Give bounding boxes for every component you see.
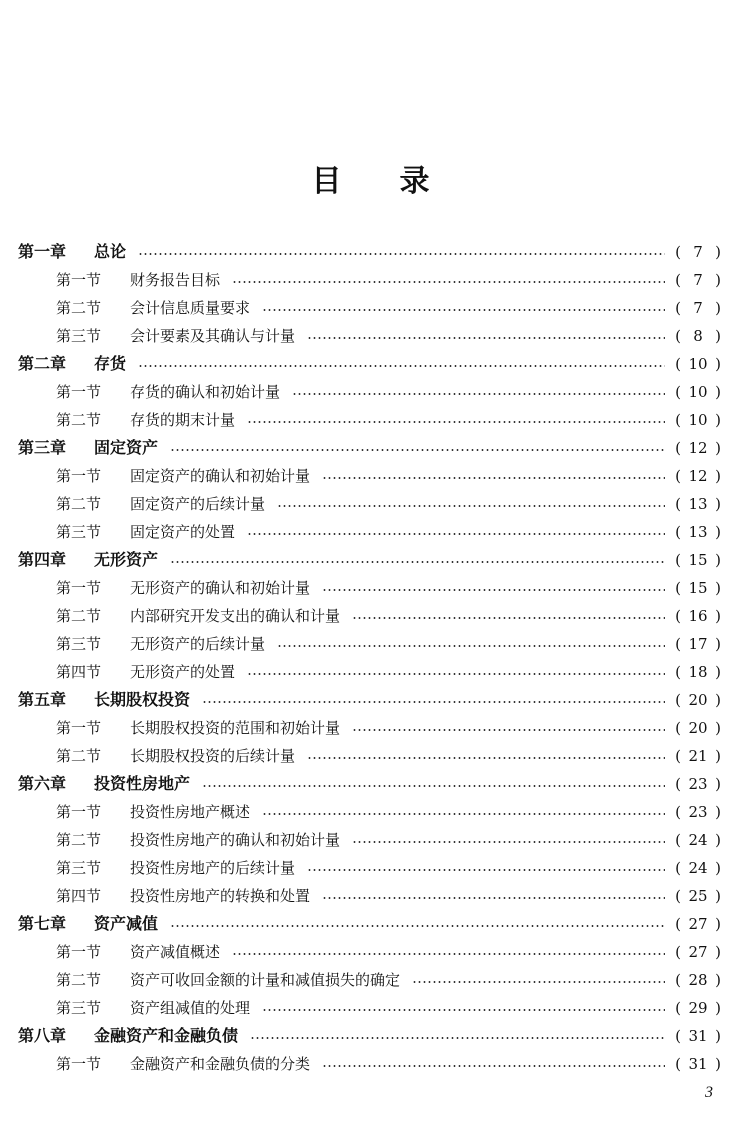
toc-entry-title: 存货的期末计量 — [130, 411, 236, 429]
toc-section-entry[interactable] — [18, 854, 723, 882]
toc-entry-title: 总论 — [94, 242, 127, 261]
page-number-value: 7 — [693, 299, 703, 317]
toc-entry-title: 投资性房地产的后续计量 — [130, 859, 296, 877]
toc-entry-page: ( 15 ) — [673, 574, 723, 602]
dot-leader — [277, 645, 665, 647]
toc-entry-title: 内部研究开发支出的确认和计量 — [130, 607, 341, 625]
page-number-value: 23 — [688, 775, 708, 793]
toc-entry-title: 固定资产的处置 — [130, 523, 236, 541]
toc-entry-title: 长期股权投资的后续计量 — [130, 747, 296, 765]
dot-leader — [262, 813, 665, 815]
toc-chapter-entry[interactable] — [18, 350, 723, 378]
toc-entry-page: ( 27 ) — [673, 910, 723, 938]
page-number-value: 7 — [693, 243, 703, 261]
toc-entry-title: 投资性房地产的确认和初始计量 — [130, 831, 341, 849]
toc-entry-number: 第一节 — [56, 383, 102, 401]
toc-entry-title: 长期股权投资的范围和初始计量 — [130, 719, 341, 737]
toc-chapter-entry[interactable] — [18, 770, 723, 798]
dot-leader — [247, 421, 665, 423]
toc-chapter-entry[interactable] — [18, 238, 723, 266]
toc-entry-page: ( 25 ) — [673, 882, 723, 910]
toc-entry-title: 无形资产的后续计量 — [130, 635, 266, 653]
toc-entry-page: ( 29 ) — [673, 994, 723, 1022]
toc-entry-number: 第二节 — [56, 971, 102, 989]
toc-entry-number: 第三节 — [56, 859, 102, 877]
toc-entry-title: 财务报告目标 — [130, 271, 221, 289]
toc-section-entry[interactable] — [18, 714, 723, 742]
toc-entry-number: 第二节 — [56, 607, 102, 625]
toc-entry-title: 长期股权投资 — [94, 690, 191, 709]
toc-entry-number: 第一节 — [56, 579, 102, 597]
toc-section-entry[interactable] — [18, 378, 723, 406]
toc-entry-number: 第四节 — [56, 663, 102, 681]
toc-entry-page: ( 31 ) — [673, 1050, 723, 1078]
toc-entry-number: 第二节 — [56, 495, 102, 513]
toc-entry-page: ( 16 ) — [673, 602, 723, 630]
toc-entry-title: 会计要素及其确认与计量 — [130, 327, 296, 345]
toc-entry-number: 第一节 — [56, 803, 102, 821]
page-number-value: 10 — [688, 383, 708, 401]
dot-leader — [322, 1065, 665, 1067]
page-number-value: 15 — [688, 579, 708, 597]
dot-leader — [232, 281, 665, 283]
toc-entry-page: ( 27 ) — [673, 938, 723, 966]
toc-entry-number: 第三节 — [56, 523, 102, 541]
toc-chapter-entry[interactable] — [18, 686, 723, 714]
toc-entry-number: 第四节 — [56, 887, 102, 905]
toc-entry-page: ( 20 ) — [673, 686, 723, 714]
toc-entry-page: ( 7 ) — [673, 294, 723, 322]
toc-section-entry[interactable] — [18, 294, 723, 322]
toc-section-entry[interactable] — [18, 994, 723, 1022]
toc-entry-page: ( 7 ) — [673, 266, 723, 294]
toc-entry-title: 无形资产的确认和初始计量 — [130, 579, 311, 597]
toc-entry-page: ( 12 ) — [673, 434, 723, 462]
toc-entry-page: ( 31 ) — [673, 1022, 723, 1050]
toc-entry-number: 第一节 — [56, 1055, 102, 1073]
toc-entry-number: 第二节 — [56, 411, 102, 429]
page-number-value: 13 — [688, 495, 708, 513]
dot-leader — [170, 925, 665, 927]
toc-entry-number: 第四章 — [18, 550, 67, 569]
toc-section-entry[interactable] — [18, 742, 723, 770]
toc-entry-title: 资产减值 — [94, 914, 159, 933]
page-number-value: 8 — [693, 327, 703, 345]
toc-entry-number: 第三节 — [56, 327, 102, 345]
toc-entry-page: ( 28 ) — [673, 966, 723, 994]
page-number-value: 31 — [688, 1027, 708, 1045]
dot-leader — [262, 1009, 665, 1011]
page-number-value: 16 — [688, 607, 708, 625]
toc-entry-page: ( 24 ) — [673, 826, 723, 854]
dot-leader — [262, 309, 665, 311]
toc-entry-page: ( 7 ) — [673, 238, 723, 266]
page-number-value: 23 — [688, 803, 708, 821]
toc-entry-title: 资产组减值的处理 — [130, 999, 251, 1017]
toc-chapter-entry[interactable] — [18, 546, 723, 574]
toc-entry-number: 第三节 — [56, 999, 102, 1017]
page-number-value: 27 — [688, 943, 708, 961]
toc-section-entry[interactable] — [18, 490, 723, 518]
toc-entry-title: 会计信息质量要求 — [130, 299, 251, 317]
page-number-value: 12 — [688, 467, 708, 485]
page-title — [0, 156, 743, 200]
toc-entry-number: 第二节 — [56, 747, 102, 765]
dot-leader — [322, 897, 665, 899]
toc-entry-title: 投资性房地产 — [94, 774, 191, 793]
toc-entry-number: 第八章 — [18, 1026, 67, 1045]
toc-section-entry[interactable] — [18, 826, 723, 854]
toc-section-entry[interactable] — [18, 574, 723, 602]
dot-leader — [232, 953, 665, 955]
dot-leader — [250, 1037, 665, 1039]
page-number-value: 21 — [688, 747, 708, 765]
toc-chapter-entry[interactable] — [18, 1022, 723, 1050]
toc-entry-title: 存货的确认和初始计量 — [130, 383, 281, 401]
toc-chapter-entry[interactable] — [18, 910, 723, 938]
dot-leader — [307, 869, 665, 871]
dot-leader — [322, 477, 665, 479]
toc-section-entry[interactable] — [18, 966, 723, 994]
toc-entry-page: ( 10 ) — [673, 378, 723, 406]
toc-entry-page: ( 13 ) — [673, 490, 723, 518]
dot-leader — [307, 337, 665, 339]
dot-leader — [202, 785, 665, 787]
toc-entry-number: 第一节 — [56, 943, 102, 961]
toc-entry-page: ( 12 ) — [673, 462, 723, 490]
dot-leader — [138, 253, 665, 255]
toc-entry-title: 固定资产的后续计量 — [130, 495, 266, 513]
toc-entry-number: 第七章 — [18, 914, 67, 933]
toc-entry-number: 第二章 — [18, 354, 67, 373]
dot-leader — [277, 505, 665, 507]
dot-leader — [202, 701, 665, 703]
dot-leader — [247, 673, 665, 675]
toc-entry-number: 第五章 — [18, 690, 67, 709]
toc-entry-number: 第一节 — [56, 467, 102, 485]
toc-entry-number: 第三章 — [18, 438, 67, 457]
toc-section-entry[interactable] — [18, 518, 723, 546]
toc-section-entry[interactable] — [18, 266, 723, 294]
toc-entry-page: ( 18 ) — [673, 658, 723, 686]
toc-entry-title: 无形资产的处置 — [130, 663, 236, 681]
dot-leader — [307, 757, 665, 759]
toc-entry-title: 金融资产和金融负债 — [94, 1026, 239, 1045]
dot-leader — [170, 449, 665, 451]
page-number-value: 24 — [688, 859, 708, 877]
page-number-value: 12 — [688, 439, 708, 457]
page-number-value: 20 — [688, 691, 708, 709]
toc-entry-number: 第三节 — [56, 635, 102, 653]
toc-section-entry[interactable] — [18, 658, 723, 686]
toc-entry-page: ( 21 ) — [673, 742, 723, 770]
page-number-value: 31 — [688, 1055, 708, 1073]
toc-section-entry[interactable] — [18, 630, 723, 658]
toc-entry-title: 固定资产 — [94, 438, 159, 457]
toc-entry-page: ( 15 ) — [673, 546, 723, 574]
page-number-value: 18 — [688, 663, 708, 681]
toc-section-entry[interactable] — [18, 882, 723, 910]
toc-entry-page: ( 13 ) — [673, 518, 723, 546]
page-number-value: 10 — [688, 355, 708, 373]
toc-entry-page: ( 10 ) — [673, 406, 723, 434]
page-number-value: 25 — [688, 887, 708, 905]
toc-section-entry[interactable] — [18, 938, 723, 966]
page-number-value: 13 — [688, 523, 708, 541]
dot-leader — [352, 617, 665, 619]
page-number-value: 15 — [688, 551, 708, 569]
dot-leader — [352, 841, 665, 843]
page-number-value: 28 — [688, 971, 708, 989]
toc-entry-title: 固定资产的确认和初始计量 — [130, 467, 311, 485]
toc-section-entry[interactable] — [18, 1050, 723, 1078]
toc-entry-page: ( 20 ) — [673, 714, 723, 742]
toc-entry-title: 存货 — [94, 354, 127, 373]
toc-entry-page: ( 23 ) — [673, 770, 723, 798]
toc-entry-title: 投资性房地产的转换和处置 — [130, 887, 311, 905]
toc-entry-title: 资产可收回金额的计量和减值损失的确定 — [130, 971, 401, 989]
page-number-value: 24 — [688, 831, 708, 849]
page-number-value: 27 — [688, 915, 708, 933]
page-number: 3 — [705, 1084, 713, 1101]
toc-entry-title: 无形资产 — [94, 550, 159, 569]
toc-section-entry[interactable] — [18, 462, 723, 490]
toc-entry-number: 第一章 — [18, 242, 67, 261]
toc-entry-number: 第一节 — [56, 719, 102, 737]
toc-entry-title: 投资性房地产概述 — [130, 803, 251, 821]
toc-section-entry[interactable] — [18, 798, 723, 826]
toc-section-entry[interactable] — [18, 322, 723, 350]
title-char-1: 目 — [311, 164, 344, 199]
toc-entry-number: 第二节 — [56, 299, 102, 317]
dot-leader — [352, 729, 665, 731]
page-number-value: 29 — [688, 999, 708, 1017]
toc-entry-page: ( 23 ) — [673, 798, 723, 826]
dot-leader — [322, 589, 665, 591]
toc-section-entry[interactable] — [18, 406, 723, 434]
dot-leader — [247, 533, 665, 535]
dot-leader — [412, 981, 665, 983]
page-number-value: 7 — [693, 271, 703, 289]
title-char-2: 录 — [399, 164, 432, 199]
page-number-value: 10 — [688, 411, 708, 429]
toc-entry-number: 第六章 — [18, 774, 67, 793]
page-number-value: 20 — [688, 719, 708, 737]
toc-chapter-entry[interactable] — [18, 434, 723, 462]
toc-entry-page: ( 10 ) — [673, 350, 723, 378]
toc-entry-number: 第一节 — [56, 271, 102, 289]
dot-leader — [170, 561, 665, 563]
page-number-value: 17 — [688, 635, 708, 653]
table-of-contents — [18, 238, 723, 1078]
toc-section-entry[interactable] — [18, 602, 723, 630]
toc-entry-title: 金融资产和金融负债的分类 — [130, 1055, 311, 1073]
toc-entry-page: ( 8 ) — [673, 322, 723, 350]
toc-entry-page: ( 17 ) — [673, 630, 723, 658]
toc-entry-title: 资产减值概述 — [130, 943, 221, 961]
toc-entry-number: 第二节 — [56, 831, 102, 849]
dot-leader — [292, 393, 665, 395]
dot-leader — [138, 365, 665, 367]
toc-entry-page: ( 24 ) — [673, 854, 723, 882]
